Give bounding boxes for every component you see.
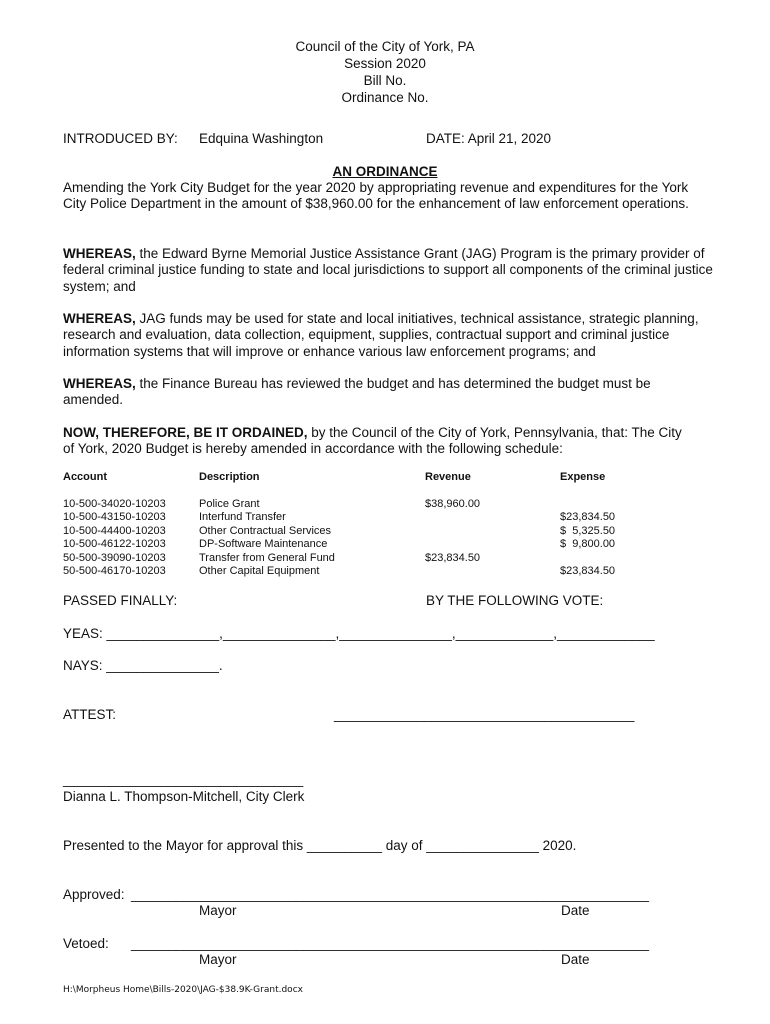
revenue-cell: $23,834.50 [425,551,481,564]
ordinance-heading [0,163,770,180]
budget-schedule-table [63,471,713,591]
column-header-description: Description [199,471,260,483]
vetoed-signature-line: _____________________________________________________________________ [131,936,650,951]
following-vote-label: BY THE FOLLOWING VOTE: [426,593,604,608]
whereas-lead: WHEREAS, [63,246,136,261]
yeas-line: YEAS: _______________,_______________,_______________,_____________,_____________ [63,626,655,641]
introduced-by-name: Edquina Washington [199,131,324,146]
now-therefore-paragraph [63,425,683,458]
description-cell: Other Capital Equipment [199,565,320,577]
table-header-row [63,471,713,484]
vetoed-mayor-caption: Mayor [199,952,237,967]
ordinance-number: Ordinance No. [341,90,429,105]
now-therefore-lead: NOW, THEREFORE, BE IT ORDAINED, [63,425,308,440]
vetoed-date-caption: Date [561,952,590,967]
passed-finally-label: PASSED FINALLY: [63,593,178,608]
whereas-text: the Finance Bureau has reviewed the budget and has determined the budget must be amended. [63,376,651,408]
description-cell: Other Contractual Services [199,524,332,537]
table-row [63,511,713,524]
council-title: Council of the City of York, PA [295,39,475,54]
whereas-lead: WHEREAS, [63,311,136,326]
whereas-paragraph-3 [63,376,713,409]
approved-signature-line: _____________________________________________________________________ [131,887,650,902]
column-header-expense: Expense [560,471,606,483]
account-cell: 50-500-39090-10203 [63,551,166,564]
account-cell: 50-500-46170-10203 [63,565,166,577]
introduced-date: DATE: April 21, 2020 [426,131,552,146]
column-header-revenue: Revenue [425,471,471,483]
attest-signature-line: ________________________________________ [334,707,635,722]
table-row [63,565,713,578]
expense-cell: $ 9,800.00 [560,538,616,551]
table-row [63,538,713,551]
whereas-paragraph-1 [63,246,713,295]
purpose-paragraph: Amending the York City Budget for the year 2020 by appropriating revenue and expenditures for the York City Police Department in the amount of $38,960.00 for the enhancement of law enforcement operations. [63,180,689,212]
presented-to-mayor-line: Presented to the Mayor for approval this __________ day of _______________ 2020. [63,838,577,853]
account-cell: 10-500-46122-10203 [63,538,166,551]
clerk-signature-line: ________________________________ [63,772,304,787]
now-therefore-text: by the Council of the City of York, Pennsylvania, that: The City of York, 2020 Budget is hereby amended in accordance with the following schedule: [63,425,682,457]
account-cell: 10-500-34020-10203 [63,498,166,510]
description-cell: Police Grant [199,498,260,510]
revenue-cell: $38,960.00 [425,498,481,510]
attest-label: ATTEST: [63,707,117,722]
ordinance-title: AN ORDINANCE [332,164,438,179]
description-cell: DP-Software Maintenance [199,538,328,551]
bill-number: Bill No. [363,73,407,88]
approved-mayor-caption: Mayor [199,903,237,918]
file-path-footer: H:\Morpheus Home\Bills-2020\JAG-$38.9K-Grant.docx [63,985,303,995]
expense-cell: $23,834.50 [560,511,616,524]
whereas-text: JAG funds may be used for state and local initiatives, technical assistance, strategic planning, research and evaluation, data collection, equipment, supplies, contractual support and criminal justice information systems that will improve or enhance various law enforcement programs; and [63,311,699,359]
whereas-text: the Edward Byrne Memorial Justice Assistance Grant (JAG) Program is the primary provider of federal criminal justice funding to state and local jurisdictions to support all components of the criminal justice system; and [63,246,713,294]
column-header-account: Account [63,471,107,483]
approved-date-caption: Date [561,903,590,918]
description-cell: Interfund Transfer [199,511,286,524]
description-cell: Transfer from General Fund [199,551,335,564]
table-row [63,498,713,511]
city-clerk-name: Dianna L. Thompson-Mitchell, City Clerk [63,789,305,804]
expense-cell: $ 5,325.50 [560,524,616,537]
approved-label: Approved: [63,887,125,902]
expense-cell: $23,834.50 [560,565,616,577]
introduced-by-label: INTRODUCED BY: [63,131,178,146]
vetoed-label: Vetoed: [63,936,109,951]
whereas-paragraph-2 [63,311,713,360]
nays-line: NAYS: _______________. [63,658,223,673]
table-row [63,525,713,538]
account-cell: 10-500-44400-10203 [63,524,166,537]
table-row [63,552,713,565]
whereas-lead: WHEREAS, [63,376,136,391]
account-cell: 10-500-43150-10203 [63,511,166,524]
document-header [0,38,770,106]
session-label: Session 2020 [344,56,426,71]
